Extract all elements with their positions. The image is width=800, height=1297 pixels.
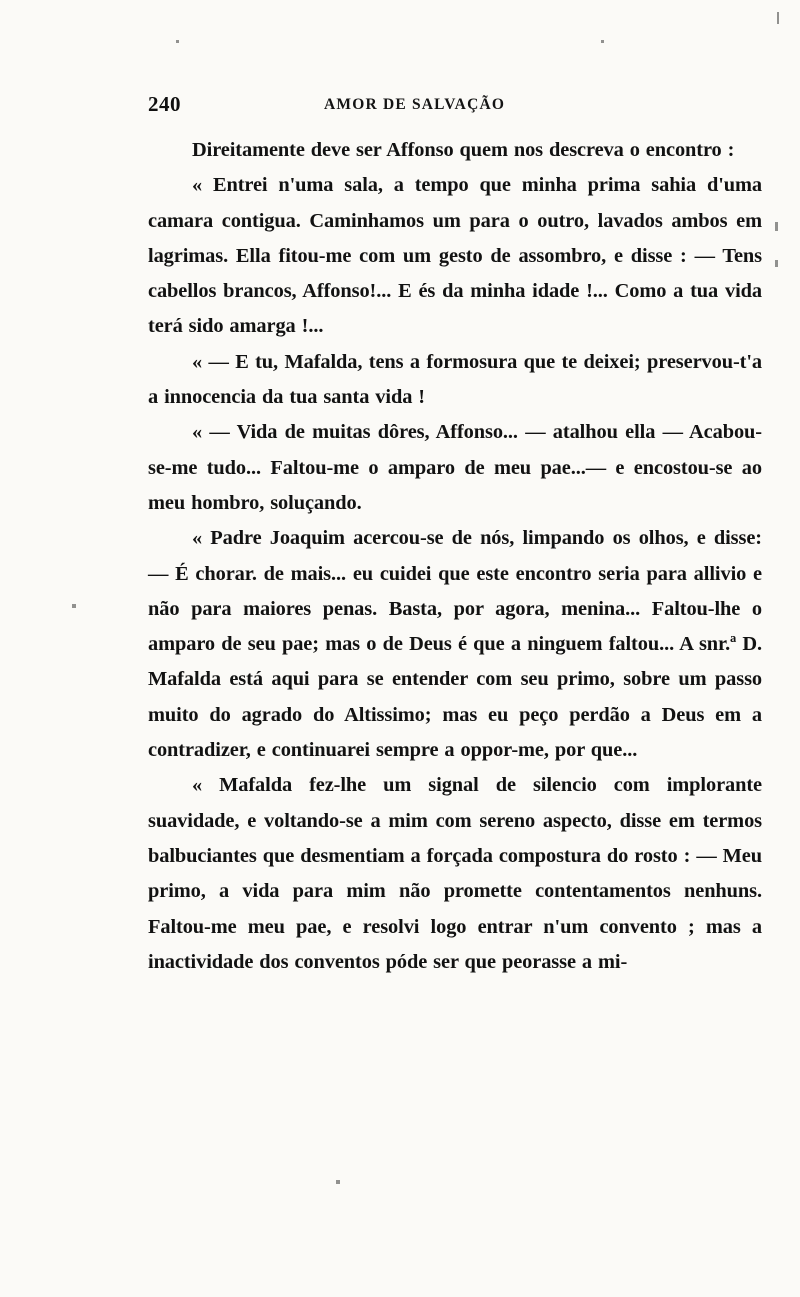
page-header: [148, 92, 668, 118]
paragraph: Direitamente deve ser Affonso quem nos descreva o encontro :: [192, 139, 735, 161]
paragraph: « — E tu, Mafalda, tens a formosura que te deixei; preservou-t'a a innocencia da tua santa vida !: [148, 350, 762, 409]
paragraph: « — Vida de muitas dôres, Affonso... — atalhou ella — Acabou-se-me tudo... Faltou-me o amparo de meu pae...— e encostou-se ao meu hombro, soluçando.: [148, 421, 762, 514]
scan-speckle-right-margin: [777, 12, 779, 24]
scan-speckle-right-upper: [775, 222, 778, 231]
running-title: AMOR DE SALVAÇÃO: [324, 96, 506, 113]
scan-speckle-right-lower: [775, 260, 778, 267]
paragraph: « Entrei n'uma sala, a tempo que minha prima sahia d'uma camara contigua. Caminhamos um para o outro, lavados ambos em lagrimas. Ella fitou-me com um gesto de assombro, e disse : — Tens cabellos brancos, Affonso!... E és da minha idade !... Como a tua vida terá sido amarga !...: [148, 174, 762, 338]
page-number: 240: [148, 92, 181, 116]
scan-speckle-bottom: [336, 1180, 340, 1184]
paragraph: « Padre Joaquim acercou-se de nós, limpando os olhos, e disse: — É chorar. de mais... eu cuidei que este encontro seria para allivio e não para maiores penas. Basta, por agora, menina... Faltou-lhe o amparo de seu pae; mas o de Deus é que a ninguem faltou... A snr.ª D. Mafalda está aqui para se entender com seu primo, sobre um passo muito do agrado do Altissimo; mas eu peço perdão a Deus em a contradizer, e continuarei sempre a oppor-me, por que...: [148, 527, 762, 762]
scan-speckle-top-left: [176, 40, 179, 43]
paragraph: « Mafalda fez-lhe um signal de silencio com implorante suavidade, e voltando-se a mim com sereno aspecto, disse em termos balbuciantes que desmentiam a forçada compostura do rosto : — Meu primo, a vida para mim não promette contentamentos nenhuns. Faltou-me meu pae, e resolvi logo entrar n'um convento ; mas a inactividade dos conventos póde ser que peorasse a mi-: [148, 774, 762, 973]
page-body: [148, 133, 762, 980]
scan-speckle-left-margin: [72, 604, 76, 608]
scan-speckle-top-right: [601, 40, 604, 43]
